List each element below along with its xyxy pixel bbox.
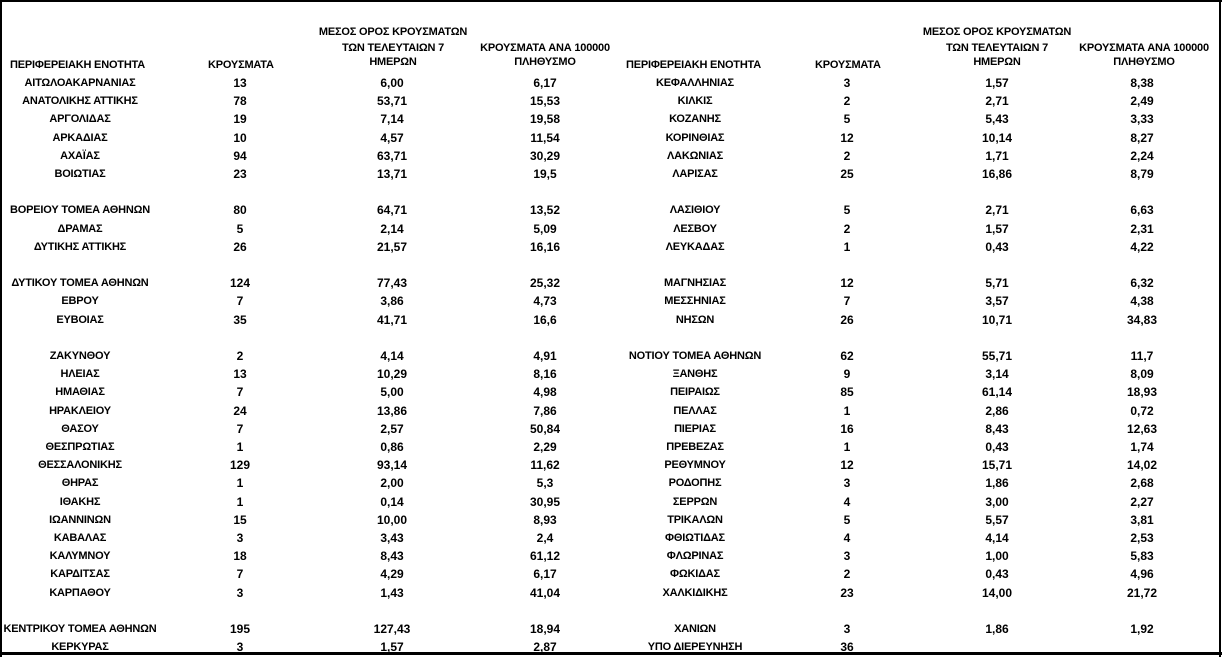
right-region-name: ΚΟΖΑΝΗΣ — [669, 113, 721, 125]
right-per100k-value: 8,09 — [1130, 367, 1154, 381]
header-avg-left-line1: ΜΕΣΟΣ ΟΡΟΣ ΚΡΟΥΣΜΑΤΩΝ — [318, 26, 468, 38]
header-per-left-line1: ΚΡΟΥΣΜΑΤΑ ΑΝΑ 100000 — [480, 42, 610, 54]
left-per100k-value: 4,98 — [533, 385, 557, 399]
left-per100k-value: 6,17 — [533, 76, 557, 90]
left-per100k-value: 11,62 — [530, 458, 560, 472]
left-cases-value: 10 — [233, 131, 247, 145]
right-cases-value: 1 — [843, 240, 851, 254]
header-per-right-line2: ΠΛΗΘΥΣΜΟ — [1113, 56, 1175, 68]
right-cases-value: 9 — [843, 367, 851, 381]
right-region-name: ΝΟΤΙΟΥ ΤΟΜΕΑ ΑΘΗΝΩΝ — [628, 350, 762, 362]
left-cases-value: 7 — [236, 294, 244, 308]
right-avg7-value: 1,86 — [985, 476, 1009, 490]
right-region-name: ΦΩΚΙΔΑΣ — [670, 568, 720, 580]
left-cases-value: 80 — [233, 203, 247, 217]
left-region-name: ΑΝΑΤΟΛΙΚΗΣ ΑΤΤΙΚΗΣ — [22, 95, 138, 107]
right-avg7-value: 55,71 — [981, 349, 1013, 363]
header-avg-left-line3: ΗΜΕΡΩΝ — [369, 56, 417, 68]
header-avg-right-line3: ΗΜΕΡΩΝ — [973, 56, 1021, 68]
left-cases-value: 3 — [236, 531, 244, 545]
right-cases-value: 25 — [840, 167, 854, 181]
right-per100k-value: 34,83 — [1126, 313, 1158, 327]
right-per100k-value: 2,53 — [1130, 531, 1154, 545]
top-border — [0, 0, 1222, 2]
left-avg7-value: 93,14 — [376, 458, 408, 472]
left-avg7-value: 4,14 — [380, 349, 404, 363]
right-region-name: ΜΑΓΝΗΣΙΑΣ — [663, 277, 727, 289]
left-region-name: ΗΛΕΙΑΣ — [60, 368, 100, 380]
right-per100k-value: 6,32 — [1130, 276, 1154, 290]
right-region-name: ΠΕΙΡΑΙΩΣ — [670, 386, 720, 398]
left-per100k-value: 6,17 — [533, 567, 557, 581]
left-avg7-value: 2,00 — [380, 476, 404, 490]
left-cases-value: 13 — [233, 367, 247, 381]
right-region-name: ΛΕΥΚΑΔΑΣ — [665, 241, 725, 253]
left-avg7-value: 0,14 — [380, 495, 404, 509]
left-per100k-value: 30,95 — [529, 495, 561, 509]
right-per100k-value: 6,63 — [1130, 203, 1154, 217]
right-region-name: ΚΙΛΚΙΣ — [677, 95, 713, 107]
right-cases-value: 7 — [843, 294, 851, 308]
left-per100k-value: 30,29 — [529, 149, 561, 163]
right-region-name: ΚΕΦΑΛΛΗΝΙΑΣ — [656, 77, 734, 89]
left-avg7-value: 41,71 — [376, 313, 408, 327]
right-avg7-value: 5,57 — [985, 513, 1009, 527]
left-region-name: ΑΧΑΪΑΣ — [60, 150, 100, 162]
right-avg7-value: 61,14 — [981, 385, 1013, 399]
right-border — [1219, 0, 1221, 657]
header-avg-left-line2: ΤΩΝ ΤΕΛΕΥΤΑΙΩΝ 7 — [341, 42, 445, 54]
header-per-left-line2: ΠΛΗΘΥΣΜΟ — [514, 56, 576, 68]
left-cases-value: 3 — [236, 640, 244, 654]
right-region-name: ΧΑΛΚΙΔΙΚΗΣ — [662, 587, 728, 599]
left-per100k-value: 7,86 — [533, 404, 557, 418]
right-per100k-value: 14,02 — [1126, 458, 1158, 472]
left-cases-value: 7 — [236, 385, 244, 399]
left-avg7-value: 3,43 — [380, 531, 404, 545]
left-cases-value: 94 — [233, 149, 247, 163]
left-per100k-value: 4,91 — [533, 349, 557, 363]
right-avg7-value: 1,00 — [985, 549, 1009, 563]
right-per100k-value: 4,96 — [1130, 567, 1154, 581]
left-cases-value: 129 — [229, 458, 251, 472]
left-per100k-value: 2,29 — [533, 440, 557, 454]
left-region-name: ΘΕΣΣΑΛΟΝΙΚΗΣ — [38, 459, 122, 471]
right-avg7-value: 1,86 — [985, 622, 1009, 636]
left-region-name: ΚΕΝΤΡΙΚΟΥ ΤΟΜΕΑ ΑΘΗΝΩΝ — [3, 623, 157, 635]
left-avg7-value: 77,43 — [376, 276, 408, 290]
left-cases-value: 78 — [233, 94, 247, 108]
left-per100k-value: 61,12 — [529, 549, 561, 563]
right-region-name: ΡΕΘΥΜΝΟΥ — [664, 459, 726, 471]
right-per100k-value: 4,38 — [1130, 294, 1154, 308]
left-avg7-value: 3,86 — [380, 294, 404, 308]
left-per100k-value: 16,16 — [529, 240, 561, 254]
left-avg7-value: 2,57 — [380, 422, 404, 436]
left-avg7-value: 13,86 — [376, 404, 408, 418]
left-region-name: ΒΟΙΩΤΙΑΣ — [54, 168, 106, 180]
left-cases-value: 5 — [236, 222, 244, 236]
left-cases-value: 26 — [233, 240, 247, 254]
left-per100k-value: 16,6 — [533, 313, 557, 327]
right-cases-value: 2 — [843, 222, 851, 236]
right-cases-value: 3 — [843, 622, 851, 636]
right-cases-value: 12 — [840, 458, 854, 472]
right-per100k-value: 2,27 — [1130, 495, 1154, 509]
right-avg7-value: 1,57 — [985, 76, 1009, 90]
left-cases-value: 19 — [233, 112, 247, 126]
left-per100k-value: 19,5 — [533, 167, 557, 181]
right-avg7-value: 1,57 — [985, 222, 1009, 236]
right-region-name: ΥΠΟ ΔΙΕΡΕΥΝΗΣΗ — [647, 641, 743, 653]
left-per100k-value: 11,54 — [530, 131, 560, 145]
header-avg-right-line2: ΤΩΝ ΤΕΛΕΥΤΑΙΩΝ 7 — [945, 42, 1049, 54]
right-per100k-value: 2,49 — [1130, 94, 1154, 108]
right-region-name: ΛΕΣΒΟΥ — [673, 223, 717, 235]
left-cases-value: 7 — [236, 567, 244, 581]
left-per100k-value: 2,4 — [536, 531, 554, 545]
right-cases-value: 62 — [840, 349, 854, 363]
left-region-name: ΕΥΒΟΙΑΣ — [56, 314, 104, 326]
left-avg7-value: 4,29 — [380, 567, 404, 581]
bottom-border — [0, 652, 1222, 655]
right-per100k-value: 8,38 — [1130, 76, 1154, 90]
left-avg7-value: 64,71 — [376, 203, 408, 217]
left-avg7-value: 2,14 — [380, 222, 404, 236]
right-avg7-value: 14,00 — [981, 586, 1013, 600]
right-region-name: ΞΑΝΘΗΣ — [672, 368, 718, 380]
right-cases-value: 12 — [840, 131, 854, 145]
left-cases-value: 3 — [236, 586, 244, 600]
right-per100k-value: 2,68 — [1130, 476, 1154, 490]
left-cases-value: 7 — [236, 422, 244, 436]
right-region-name: ΦΘΙΩΤΙΔΑΣ — [665, 532, 725, 544]
right-avg7-value: 2,71 — [985, 203, 1009, 217]
right-region-name: ΣΕΡΡΩΝ — [672, 496, 718, 508]
right-region-name: ΜΕΣΣΗΝΙΑΣ — [664, 295, 726, 307]
left-region-name: ΘΗΡΑΣ — [61, 477, 99, 489]
right-cases-value: 23 — [840, 586, 854, 600]
right-cases-value: 4 — [843, 531, 851, 545]
left-cases-value: 13 — [233, 76, 247, 90]
left-per100k-value: 25,32 — [529, 276, 561, 290]
left-avg7-value: 1,57 — [380, 640, 404, 654]
left-cases-value: 1 — [236, 476, 244, 490]
right-avg7-value: 5,71 — [985, 276, 1009, 290]
left-avg7-value: 13,71 — [376, 167, 408, 181]
left-per100k-value: 50,84 — [529, 422, 561, 436]
left-region-name: ΘΕΣΠΡΩΤΙΑΣ — [45, 441, 115, 453]
left-cases-value: 1 — [236, 440, 244, 454]
right-per100k-value: 2,31 — [1130, 222, 1154, 236]
left-border — [0, 0, 2, 657]
right-per100k-value: 3,33 — [1130, 112, 1154, 126]
left-cases-value: 124 — [229, 276, 251, 290]
right-per100k-value: 21,72 — [1126, 586, 1158, 600]
left-per100k-value: 19,58 — [529, 112, 561, 126]
left-region-name: ΚΑΡΔΙΤΣΑΣ — [50, 568, 110, 580]
left-region-name: ΚΑΒΑΛΑΣ — [53, 532, 107, 544]
left-region-name: ΑΡΓΟΛΙΔΑΣ — [49, 113, 111, 125]
left-region-name: ΙΩΑΝΝΙΝΩΝ — [49, 514, 111, 526]
right-cases-value: 5 — [843, 112, 851, 126]
right-avg7-value: 3,14 — [985, 367, 1009, 381]
right-per100k-value: 11,7 — [1130, 349, 1154, 363]
right-per100k-value: 3,81 — [1130, 513, 1154, 527]
right-region-name: ΚΟΡΙΝΘΙΑΣ — [665, 132, 725, 144]
left-avg7-value: 21,57 — [376, 240, 408, 254]
left-region-name: ΑΡΚΑΔΙΑΣ — [52, 132, 108, 144]
right-per100k-value: 8,79 — [1130, 167, 1154, 181]
left-cases-value: 195 — [229, 622, 251, 636]
left-per100k-value: 18,94 — [529, 622, 561, 636]
right-cases-value: 2 — [843, 94, 851, 108]
left-region-name: ΔΥΤΙΚΗΣ ΑΤΤΙΚΗΣ — [33, 241, 127, 253]
header-region-right: ΠΕΡΙΦΕΡΕΙΑΚΗ ΕΝΟΤΗΤΑ — [626, 59, 762, 71]
left-avg7-value: 8,43 — [380, 549, 404, 563]
left-region-name: ΖΑΚΥΝΘΟΥ — [49, 350, 111, 362]
right-cases-value: 3 — [843, 549, 851, 563]
left-avg7-value: 7,14 — [380, 112, 404, 126]
left-cases-value: 23 — [233, 167, 247, 181]
left-region-name: ΙΘΑΚΗΣ — [59, 496, 101, 508]
right-per100k-value: 1,74 — [1130, 440, 1154, 454]
left-cases-value: 1 — [236, 495, 244, 509]
right-per100k-value: 5,83 — [1130, 549, 1154, 563]
right-region-name: ΛΑΣΙΘΙΟΥ — [669, 204, 721, 216]
right-avg7-value: 3,57 — [985, 294, 1009, 308]
right-cases-value: 85 — [840, 385, 854, 399]
header-per-right-line1: ΚΡΟΥΣΜΑΤΑ ΑΝΑ 100000 — [1079, 42, 1209, 54]
right-avg7-value: 4,14 — [985, 531, 1009, 545]
left-per100k-value: 13,52 — [529, 203, 561, 217]
right-cases-value: 2 — [843, 567, 851, 581]
left-avg7-value: 53,71 — [376, 94, 408, 108]
right-per100k-value: 2,24 — [1130, 149, 1154, 163]
right-region-name: ΤΡΙΚΑΛΩΝ — [667, 514, 723, 526]
right-region-name: ΠΡΕΒΕΖΑΣ — [666, 441, 724, 453]
right-region-name: ΝΗΣΩΝ — [675, 314, 715, 326]
right-avg7-value: 0,43 — [985, 240, 1009, 254]
right-cases-value: 2 — [843, 149, 851, 163]
right-avg7-value: 2,86 — [985, 404, 1009, 418]
left-per100k-value: 8,93 — [533, 513, 557, 527]
left-per100k-value: 8,16 — [533, 367, 557, 381]
left-avg7-value: 10,00 — [376, 513, 408, 527]
left-cases-value: 24 — [233, 404, 247, 418]
right-avg7-value: 3,00 — [985, 495, 1009, 509]
left-cases-value: 15 — [233, 513, 247, 527]
header-avg-right-line1: ΜΕΣΟΣ ΟΡΟΣ ΚΡΟΥΣΜΑΤΩΝ — [922, 26, 1072, 38]
left-region-name: ΗΡΑΚΛΕΙΟΥ — [49, 405, 111, 417]
right-cases-value: 16 — [840, 422, 854, 436]
right-cases-value: 12 — [840, 276, 854, 290]
right-cases-value: 3 — [843, 76, 851, 90]
left-region-name: ΒΟΡΕΙΟΥ ΤΟΜΕΑ ΑΘΗΝΩΝ — [10, 204, 150, 216]
right-per100k-value: 8,27 — [1130, 131, 1154, 145]
right-cases-value: 1 — [843, 404, 851, 418]
right-avg7-value: 10,14 — [981, 131, 1013, 145]
left-avg7-value: 10,29 — [376, 367, 408, 381]
right-cases-value: 3 — [843, 476, 851, 490]
left-region-name: ΑΙΤΩΛΟΑΚΑΡΝΑΝΙΑΣ — [24, 77, 136, 89]
right-avg7-value: 2,71 — [985, 94, 1009, 108]
right-region-name: ΡΟΔΟΠΗΣ — [668, 477, 722, 489]
right-cases-value: 26 — [840, 313, 854, 327]
left-region-name: ΚΕΡΚΥΡΑΣ — [51, 641, 109, 653]
left-per100k-value: 2,87 — [533, 640, 557, 654]
left-per100k-value: 41,04 — [529, 586, 561, 600]
right-cases-value: 36 — [840, 640, 854, 654]
left-region-name: ΚΑΡΠΑΘΟΥ — [49, 587, 111, 599]
left-avg7-value: 0,86 — [380, 440, 404, 454]
left-avg7-value: 5,00 — [380, 385, 404, 399]
left-avg7-value: 6,00 — [380, 76, 404, 90]
left-avg7-value: 63,71 — [376, 149, 408, 163]
left-region-name: ΔΡΑΜΑΣ — [57, 223, 103, 235]
left-region-name: ΘΑΣΟΥ — [61, 423, 99, 435]
right-avg7-value: 5,43 — [985, 112, 1009, 126]
right-region-name: ΛΑΚΩΝΙΑΣ — [667, 150, 723, 162]
left-per100k-value: 15,53 — [529, 94, 561, 108]
left-per100k-value: 5,3 — [536, 476, 554, 490]
right-per100k-value: 18,93 — [1126, 385, 1158, 399]
left-per100k-value: 4,73 — [533, 294, 557, 308]
right-per100k-value: 0,72 — [1130, 404, 1154, 418]
right-avg7-value: 0,43 — [985, 440, 1009, 454]
right-avg7-value: 15,71 — [981, 458, 1013, 472]
right-cases-value: 4 — [843, 495, 851, 509]
left-region-name: ΗΜΑΘΙΑΣ — [55, 386, 105, 398]
header-cases-right: ΚΡΟΥΣΜΑΤΑ — [815, 59, 881, 71]
right-region-name: ΠΕΛΛΑΣ — [673, 405, 717, 417]
left-per100k-value: 5,09 — [533, 222, 557, 236]
right-region-name: ΛΑΡΙΣΑΣ — [672, 168, 718, 180]
left-region-name: ΕΒΡΟΥ — [61, 295, 99, 307]
right-region-name: ΦΛΩΡΙΝΑΣ — [666, 550, 724, 562]
right-region-name: ΠΙΕΡΙΑΣ — [674, 423, 716, 435]
header-cases-left: ΚΡΟΥΣΜΑΤΑ — [208, 59, 274, 71]
right-per100k-value: 12,63 — [1126, 422, 1158, 436]
right-cases-value: 5 — [843, 203, 851, 217]
right-per100k-value: 4,22 — [1130, 240, 1154, 254]
left-region-name: ΚΑΛΥΜΝΟΥ — [49, 550, 111, 562]
right-avg7-value: 16,86 — [981, 167, 1013, 181]
right-cases-value: 5 — [843, 513, 851, 527]
header-region-left: ΠΕΡΙΦΕΡΕΙΑΚΗ ΕΝΟΤΗΤΑ — [10, 59, 146, 71]
right-region-name: ΧΑΝΙΩΝ — [674, 623, 716, 635]
left-avg7-value: 127,43 — [373, 622, 411, 636]
right-avg7-value: 1,71 — [985, 149, 1009, 163]
left-avg7-value: 4,57 — [380, 131, 404, 145]
right-per100k-value: 1,92 — [1130, 622, 1154, 636]
left-cases-value: 35 — [233, 313, 247, 327]
right-avg7-value: 10,71 — [981, 313, 1013, 327]
left-avg7-value: 1,43 — [380, 586, 404, 600]
left-cases-value: 2 — [236, 349, 244, 363]
left-cases-value: 18 — [233, 549, 247, 563]
right-cases-value: 1 — [843, 440, 851, 454]
right-avg7-value: 0,43 — [985, 567, 1009, 581]
left-region-name: ΔΥΤΙΚΟΥ ΤΟΜΕΑ ΑΘΗΝΩΝ — [11, 277, 149, 289]
right-avg7-value: 8,43 — [985, 422, 1009, 436]
